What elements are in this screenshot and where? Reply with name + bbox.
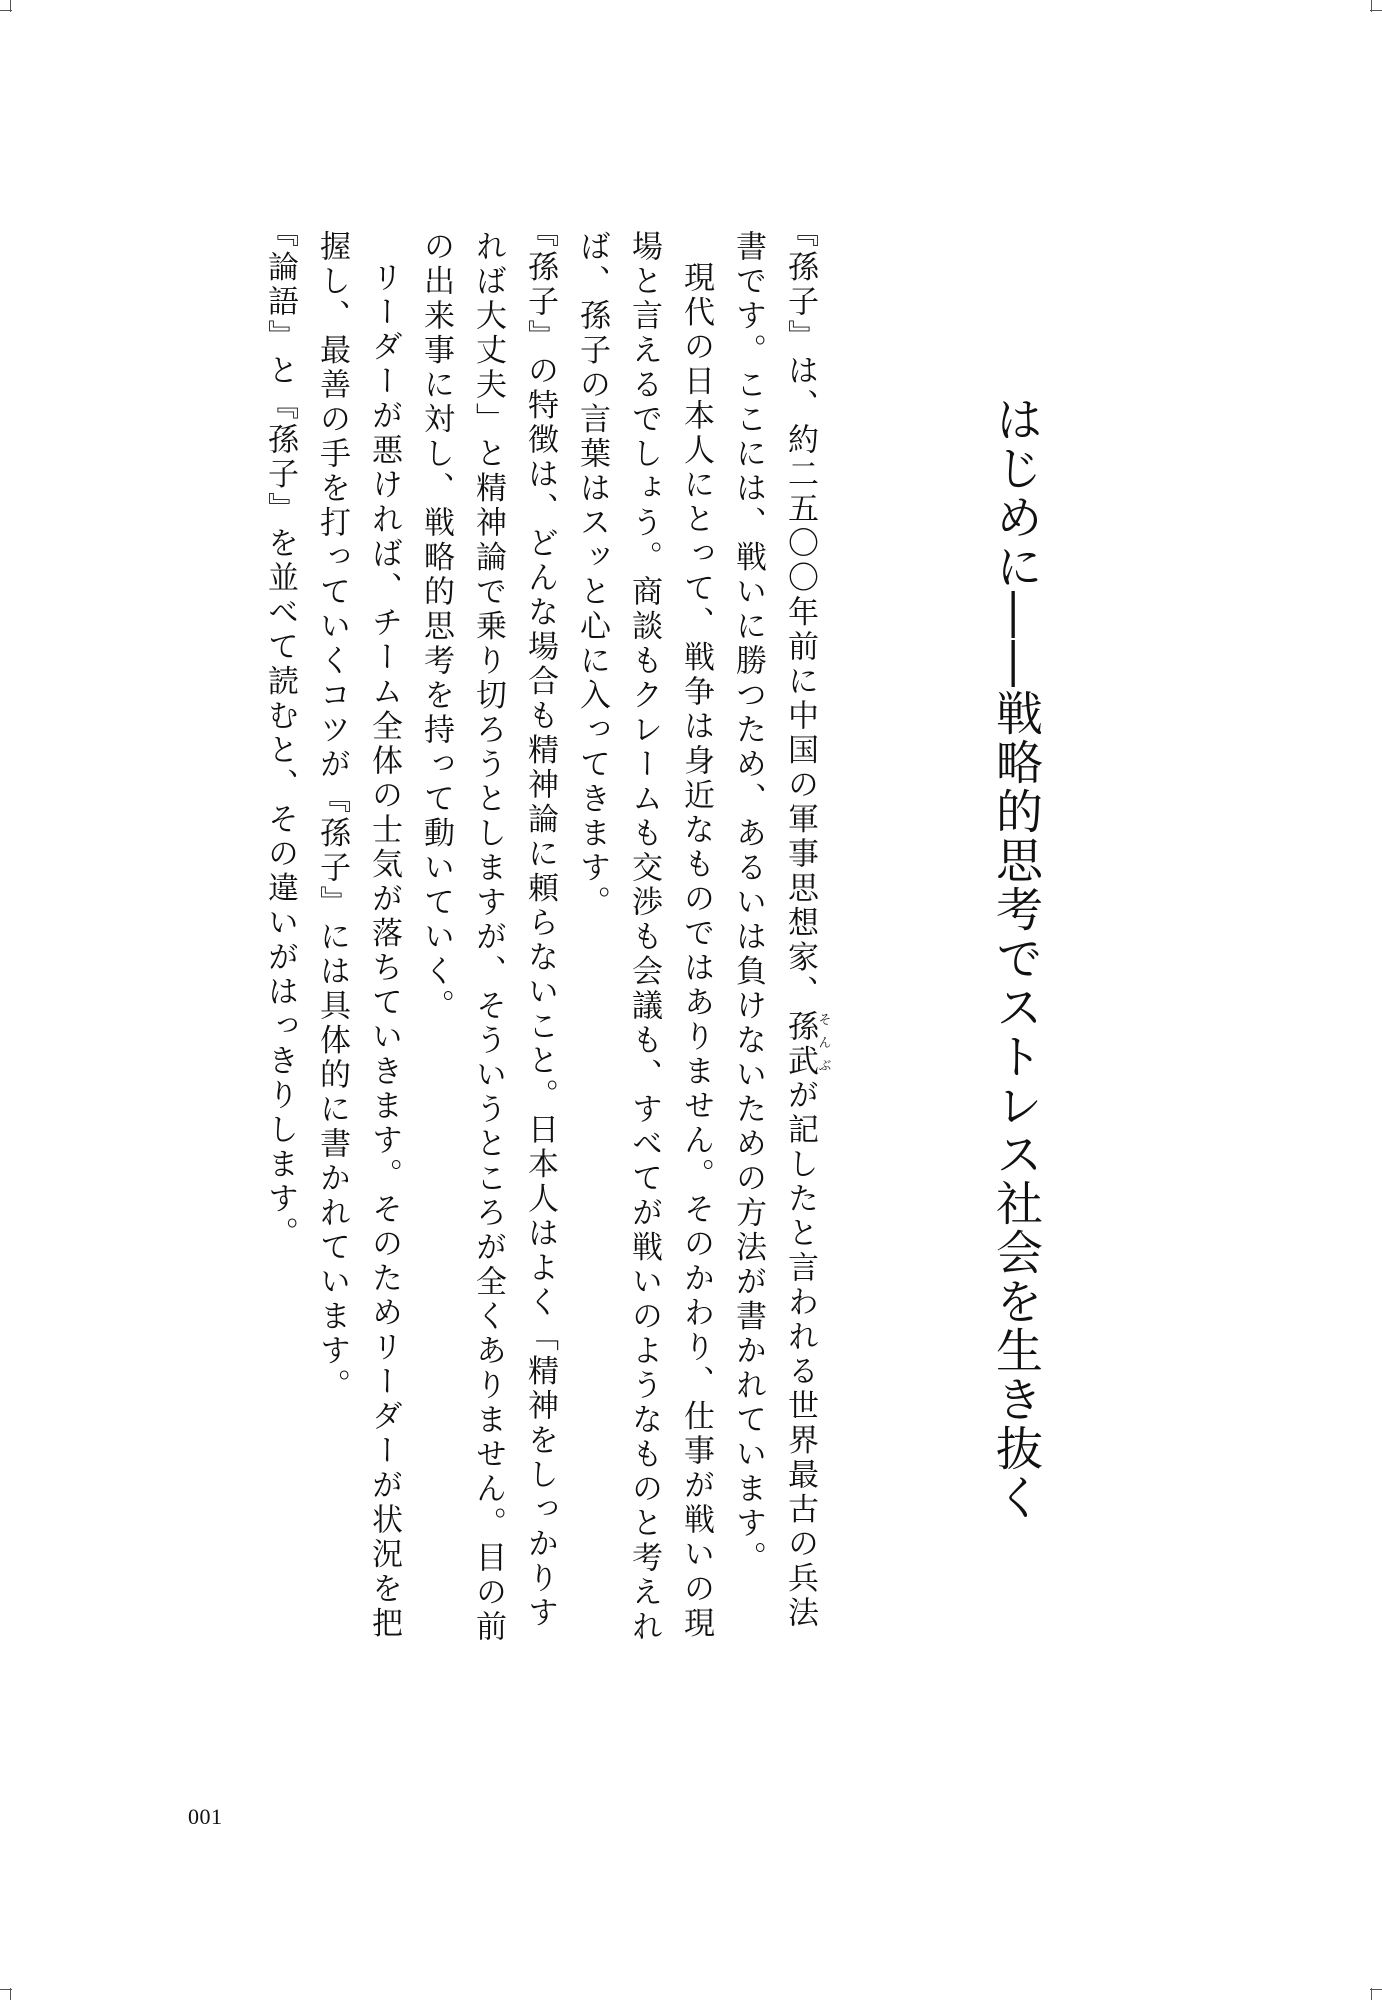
crop-mark — [1371, 1988, 1372, 2000]
page-number: 001 — [188, 1804, 223, 1829]
ruby-annotation — [782, 1009, 831, 1079]
crop-mark — [10, 1988, 11, 2000]
paragraph-text: 『孫子』は、約二五〇〇年前に中国の軍事思想家、 — [782, 216, 818, 1010]
body-text — [170, 216, 831, 1650]
paragraph-5: 『論語』と『孫子』を並べて読むと、その違いがはっきりします。 — [262, 216, 298, 1252]
ruby-reading: そんぶ — [815, 1009, 831, 1079]
crop-mark — [10, 0, 11, 12]
paragraph-3: 『孫子』の特徴は、どんな場合も精神論に頼らないこと。日本人はよく「精神をしっかりすれば大丈夫」と精神論で乗り切ろうとしますが、そういうところが全くありません。目の前の出来事に対し、戦略的思考を持って動いていく。 — [418, 216, 558, 1645]
paragraph-4: リーダーが悪ければ、チーム全体の士気が落ちていきます。そのためリーダーが状況を把握し、最善の手を打っていくコツが『孫子』には具体的に書かれています。 — [314, 230, 402, 1641]
paragraph-text: が記したと言われる世界最古の兵法書です。ここには、戦いに勝つため、あるいは負けないための方法が書かれています。 — [730, 230, 818, 1631]
paragraph-2: 現代の日本人にとって、戦争は身近なものではありません。そのかわり、仕事が戦いの現場と言えるでしょう。商談もクレームも交渉も会議も、すべてが戦いのようなものと考えれば、孫子の言葉はスッと心に入ってきます。 — [574, 230, 714, 1645]
page-title: はじめに――戦略的思考でストレス社会を生き抜く — [988, 395, 1043, 1522]
crop-mark — [1371, 0, 1372, 12]
ruby-base: 孫武 — [782, 1009, 818, 1079]
paragraph-1 — [722, 216, 831, 1650]
